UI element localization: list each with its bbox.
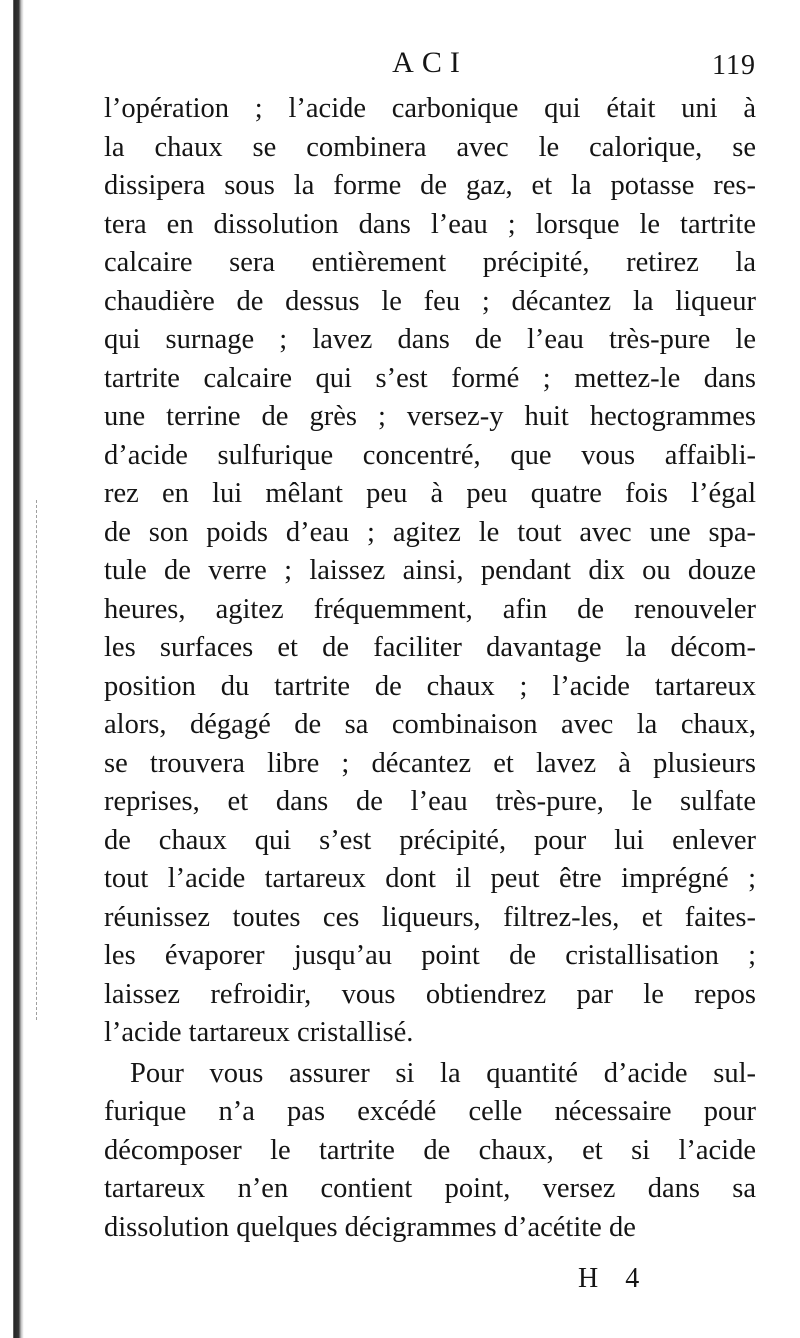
book-page <box>104 40 756 1247</box>
book-binding-edge <box>0 0 34 1338</box>
text-line: décomposer le tartrite de chaux, et si l’acide <box>104 1134 756 1166</box>
text-line: les surfaces et de faciliter davantage la décom- <box>104 632 756 663</box>
paragraph <box>104 90 756 1053</box>
text-line: dissolution quelques décigrammes d’acétite de <box>104 1211 636 1243</box>
signature-mark: H 4 <box>578 1263 650 1294</box>
text-line: la chaux se combinera avec le calorique, se <box>104 131 756 163</box>
text-line: calcaire sera entièrement précipité, retirez la <box>104 247 756 278</box>
text-line: de chaux qui s’est précipité, pour lui enlever <box>104 824 756 856</box>
text-line: d’acide sulfurique concentré, que vous affaibli- <box>104 439 756 471</box>
text-line: l’acide tartareux cristallisé. <box>104 1017 414 1048</box>
text-line: les évaporer jusqu’au point de cristallisation ; <box>104 940 756 971</box>
text-line: tout l’acide tartareux dont il peut être imprégné ; <box>104 863 756 894</box>
text-line: tera en dissolution dans l’eau ; lorsque le tartrite <box>104 208 756 240</box>
text-line: tartrite calcaire qui s’est formé ; mettez-le dans <box>104 362 756 394</box>
text-line: position du tartrite de chaux ; l’acide tartareux <box>104 670 756 702</box>
text-line: tule de verre ; laissez ainsi, pendant dix ou douze <box>104 555 756 586</box>
text-line: rez en lui mêlant peu à peu quatre fois l’égal <box>104 478 756 509</box>
text-line: de son poids d’eau ; agitez le tout avec une spa- <box>104 516 756 548</box>
paragraph <box>104 1055 756 1248</box>
text-line: reprises, et dans de l’eau très-pure, le sulfate <box>104 786 756 817</box>
text-line: laissez refroidir, vous obtiendrez par le repos <box>104 978 756 1010</box>
text-line: l’opération ; l’acide carbonique qui était uni à <box>104 93 756 124</box>
text-line: tartareux n’en contient point, versez dans sa <box>104 1173 756 1204</box>
text-line: une terrine de grès ; versez-y huit hectogrammes <box>104 401 756 432</box>
text-line: qui surnage ; lavez dans de l’eau très-pure le <box>104 324 756 355</box>
body-text <box>104 90 756 1247</box>
page-number: 119 <box>712 50 756 81</box>
text-line: réunissez toutes ces liqueurs, filtrez-les, et faites- <box>104 901 756 933</box>
text-line: dissipera sous la forme de gaz, et la potasse res- <box>104 170 756 201</box>
text-line: Pour vous assurer si la quantité d’acide sul- <box>130 1057 756 1089</box>
text-line: heures, agitez fréquemment, afin de renouveler <box>104 593 756 625</box>
text-line: alors, dégagé de sa combinaison avec la chaux, <box>104 709 756 740</box>
text-line: chaudière de dessus le feu ; décantez la liqueur <box>104 285 756 317</box>
page-header <box>104 40 756 90</box>
text-line: furique n’a pas excédé celle nécessaire pour <box>104 1096 756 1127</box>
text-line: se trouvera libre ; décantez et lavez à plusieurs <box>104 747 756 779</box>
running-head: ACI <box>392 46 468 79</box>
